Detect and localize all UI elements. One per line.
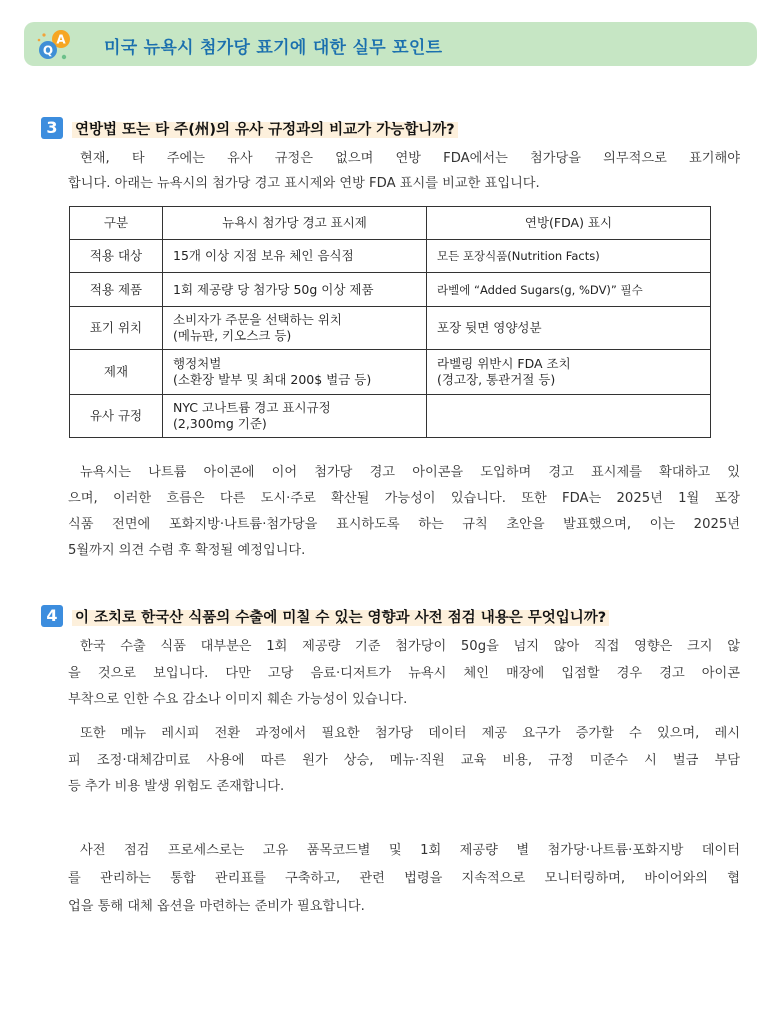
question-3-badge: 3 xyxy=(41,117,63,139)
question-4-badge: 4 xyxy=(41,605,63,627)
question-4-title-text: 이 조치로 한국산 식품의 수출에 미칠 수 있는 영향과 사전 점검 내용은 무엇입니까? xyxy=(72,610,609,626)
nyc-cell xyxy=(163,350,427,395)
fda-cell xyxy=(427,395,711,438)
table-row xyxy=(70,273,711,307)
paragraph-line: 뉴욕시는 나트륨 아이콘에 이어 첨가당 경고 아이콘을 도입하며 경고 표시제를 확대하고 있 xyxy=(80,465,740,480)
table-header-row xyxy=(70,207,711,240)
paragraph-line: 피 조정·대체감미료 사용에 따른 원가 상승, 메뉴·직원 교육 비용, 규정 미준수 시 벌금 부담 xyxy=(68,752,740,768)
paragraph-line: 으며, 이러한 흐름은 다른 도시·주로 확산될 가능성이 있습니다. 또한 FDA는 2025년 1월 포장 xyxy=(68,491,740,506)
fda-cell: 포장 뒷면 영양성분 xyxy=(427,307,711,350)
fda-cell-line: (경고장, 통관거절 등) xyxy=(437,372,556,387)
table-header-cell: 구분 xyxy=(70,207,163,240)
table-row xyxy=(70,307,711,350)
paragraph-line: 를 관리하는 통합 관리표를 구축하고, 관련 법령을 지속적으로 모니터링하며, 바이어와의 협 xyxy=(68,871,740,886)
question-4-paragraph-1 xyxy=(68,634,740,714)
icon-a-letter: A xyxy=(56,32,66,47)
nyc-cell: 15개 이상 지점 보유 체인 음식점 xyxy=(163,240,427,273)
paragraph-line: 또한 메뉴 레시피 전환 과정에서 필요한 첨가당 데이터 제공 요구가 증가할 수 있으며, 레시 xyxy=(80,726,740,741)
table-row xyxy=(70,395,711,438)
fda-cell xyxy=(427,240,711,273)
nyc-cell-line: (2,300mg 기준) xyxy=(173,416,267,431)
nyc-cell-line: (메뉴판, 키오스크 등) xyxy=(173,328,292,343)
fda-cell xyxy=(427,273,711,307)
question-3-after-table xyxy=(68,460,740,564)
paragraph-line: 현재, 타 주에는 유사 규정은 없으며 연방 FDA에서는 첨가당을 의무적으로 표기해야 xyxy=(80,151,740,166)
question-3-intro xyxy=(68,146,740,196)
paragraph-line: 5월까지 의견 수렴 후 확정될 예정입니다. xyxy=(68,543,306,558)
paragraph-line: 한국 수출 식품 대부분은 1회 제공량 기준 첨가당이 50g을 넘지 않아 직접 영향은 크지 않 xyxy=(80,639,740,654)
row-label: 유사 규정 xyxy=(70,395,163,438)
row-label: 적용 제품 xyxy=(70,273,163,307)
question-4-paragraph-2 xyxy=(68,721,740,801)
row-label: 표기 위치 xyxy=(70,307,163,350)
nyc-cell xyxy=(163,395,427,438)
question-4-paragraph-3 xyxy=(68,837,740,921)
nyc-cell-line: NYC 고나트륨 경고 표시규정 xyxy=(173,400,331,415)
row-label: 제재 xyxy=(70,350,163,395)
comparison-table xyxy=(69,206,711,438)
fda-cell-text: 라벨에 “Added Sugars(g, %DV)” 필수 xyxy=(437,282,643,297)
page-title: 미국 뉴욕시 첨가당 표기에 대한 실무 포인트 xyxy=(104,38,443,58)
paragraph-line: 을 것으로 보입니다. 다만 고당 음료·디저트가 뉴욕시 체인 매장에 입점할 경우 경고 아이콘 xyxy=(68,665,740,681)
paragraph-line: 등 추가 비용 발생 위험도 존재합니다. xyxy=(68,779,285,794)
table-row xyxy=(70,240,711,273)
paragraph-line: 합니다. 아래는 뉴욕시의 첨가당 경고 표시제와 연방 FDA 표시를 비교한 표입니다. xyxy=(68,176,540,191)
row-label: 적용 대상 xyxy=(70,240,163,273)
question-3-title xyxy=(72,118,458,139)
table-header-cell: 연방(FDA) 표시 xyxy=(427,207,711,240)
paragraph-line: 사전 점검 프로세스로는 고유 품목코드별 및 1회 제공량 별 첨가당·나트륨·포화지방 데이터 xyxy=(80,843,740,858)
fda-cell-line: 라벨링 위반시 FDA 조치 xyxy=(437,356,571,371)
fda-cell xyxy=(427,350,711,395)
paragraph-line: 업을 통해 대체 옵션을 마련하는 준비가 필요합니다. xyxy=(68,899,365,914)
table-header-cell: 뉴욕시 첨가당 경고 표시제 xyxy=(163,207,427,240)
fda-cell-text: 모든 포장식품(Nutrition Facts) xyxy=(437,249,600,263)
nyc-cell-line: 행정처벌 xyxy=(173,356,222,371)
paragraph-line: 식품 전면에 포화지방·나트륨·첨가당을 표시하도록 하는 규칙 초안을 발표했으며, 이는 2025년 xyxy=(68,517,740,532)
question-3-title-text: 연방법 또는 타 주(州)의 유사 규정과의 비교가 가능합니까? xyxy=(72,122,458,138)
nyc-cell-line: (소환장 발부 및 최대 200$ 벌금 등) xyxy=(173,372,372,387)
qa-icon xyxy=(34,27,74,63)
nyc-cell xyxy=(163,307,427,350)
question-4-title xyxy=(72,606,609,627)
paragraph-line: 부착으로 인한 수요 감소나 이미지 훼손 가능성이 있습니다. xyxy=(68,692,408,707)
table-row xyxy=(70,350,711,395)
nyc-cell-line: 소비자가 주문을 선택하는 위치 xyxy=(173,312,342,327)
nyc-cell: 1회 제공량 당 첨가당 50g 이상 제품 xyxy=(163,273,427,307)
icon-q-letter: Q xyxy=(42,43,54,58)
